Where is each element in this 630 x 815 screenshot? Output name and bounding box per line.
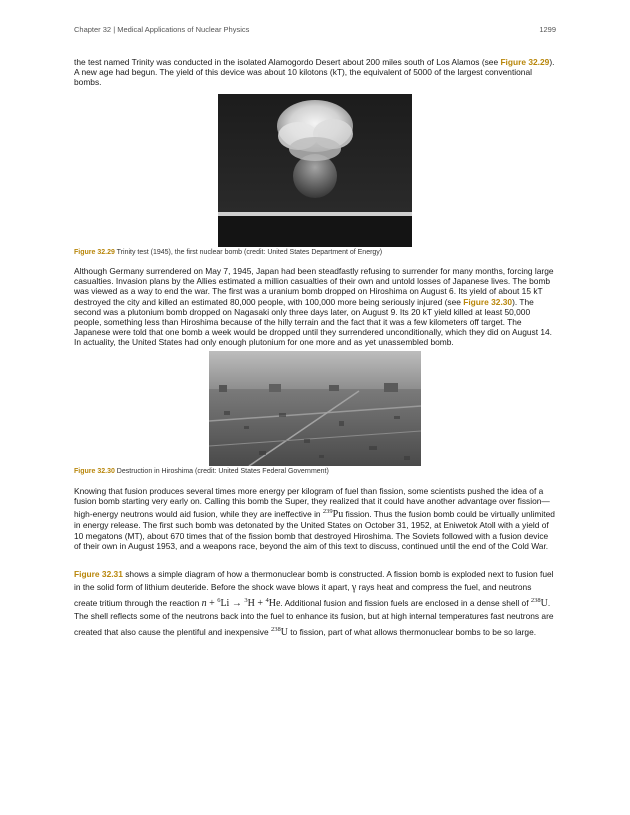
element-symbol: U xyxy=(280,627,288,638)
chapter-title: Chapter 32 | Medical Applications of Nuclear Physics xyxy=(74,25,250,34)
mass-number: 4 xyxy=(265,597,269,604)
trinity-test-photo xyxy=(218,94,412,247)
paragraph-text: ). The second was a plutonium bomb dropped on Nagasaki only three days later, on August 9. Its 20 kT yield killed at least 50,000 people, something less than Hiroshima because of the hilly terrain and the fact that it was a few kilometers off target. The Japanese were told that one bomb a week would be dropped until they surrendered unconditionally, which they did on August 14. In actuality, the United States had only enough plutonium for one more and as yet unassembled bomb. xyxy=(74,296,552,348)
hiroshima-destruction-photo xyxy=(209,351,421,466)
paragraph-text: Although Germany surrendered on May 7, 1945, Japan had been steadfastly refusing to surrender for many months, forcing large casualties. Invasion plans by the Allies estimated a million casualties of their own and untold losses of Japanese lives. The bomb was viewed as a way to end the war. The first was a uranium bomb dropped on Hiroshima on August 6. Its yield of about 15 kT destroyed the city and killed an estimated 80,000 people, with 100,000 more being seriously injured (see xyxy=(74,266,554,307)
u-238-symbol xyxy=(531,598,548,609)
gamma-symbol: γ xyxy=(351,582,357,593)
mass-number: 238 xyxy=(270,626,281,633)
figure-link-32-31[interactable]: Figure 32.31 xyxy=(74,569,123,579)
mass-number: 3 xyxy=(244,597,248,604)
paragraph-text: . Additional fusion and fission fuels are enclosed in a dense shell of xyxy=(280,598,531,608)
neutron-symbol: n xyxy=(201,598,207,609)
figure-caption-32-30 xyxy=(74,468,556,475)
paragraph-text: . The shell reflects some of the neutrons back into the fuel to enhance its fusion, but at high internal temperatures fast neutrons are created that also cause the plentiful and inexpensive xyxy=(74,598,554,637)
element-symbol: He xyxy=(268,598,281,609)
figure-label: Figure 32.29 xyxy=(74,249,115,256)
paragraph-text: rays heat and compress the fuel, and neutrons create tritium through the reaction xyxy=(74,582,532,608)
element-symbol: U xyxy=(540,598,548,609)
mass-number: 238 xyxy=(530,597,541,604)
u-238-symbol xyxy=(271,627,288,638)
paragraph-intro xyxy=(74,57,556,88)
figure-link-32-30[interactable]: Figure 32.30 xyxy=(463,296,513,307)
figure-label: Figure 32.30 xyxy=(74,468,115,475)
caption-text: Destruction in Hiroshima (credit: United States Federal Government) xyxy=(114,468,329,475)
element-symbol: H xyxy=(247,598,255,609)
paragraph-thermonuclear xyxy=(74,568,556,639)
element-symbol: Li xyxy=(220,598,230,609)
figure-caption-32-29 xyxy=(74,249,556,256)
paragraph-text: fission. Thus the fusion bomb could be virtually unlimited in energy release. The first such bomb was detonated by the United States on October 31, 1952, at Eniwetok Atoll with a yield of 10 megatons (MT), about 670 times that of the fission bomb that destroyed Hiroshima. The Soviets followed with a fusion device of their own in August 1953, and a weapons race, beyond the aim of this text to discuss, continued until the end of the Cold War. xyxy=(74,508,555,552)
caption-text: Trinity test (1945), the first nuclear bomb (credit: United States Department of Energy) xyxy=(114,249,383,256)
pu-239-symbol xyxy=(323,509,343,520)
paragraph-war xyxy=(74,266,556,348)
paragraph-text: to fission, part of what allows thermonuclear bombs to be so large. xyxy=(287,627,537,637)
paragraph-text: ). A new age had begun. The yield of this device was about 10 kilotons (kT), the equivalent of 5000 of the largest conventional bombs. xyxy=(74,57,555,88)
element-symbol: Pu xyxy=(332,508,344,520)
page-number: 1299 xyxy=(539,25,556,34)
arrow-symbol: → xyxy=(229,598,245,609)
paragraph-text: shows a simple diagram of how a thermonuclear bomb is constructed. A fission bomb is exploded next to fusion fuel in the solid form of lithium deuteride. Before the shock wave blows it apart, xyxy=(74,569,554,592)
mass-number: 6 xyxy=(217,597,221,604)
paragraph-text: the test named Trinity was conducted in the isolated Alamogordo Desert about 200 miles south of Los Alamos (see xyxy=(74,57,501,67)
paragraph-text: Knowing that fusion produces several times more energy per kilogram of fuel than fission, some scientists pushed the idea of a fusion bomb starting very early on. Calling this bomb the Super, they realized that it could have another advantage over fission—high-energy neutrons would aid fusion, while they are ineffective in xyxy=(74,486,550,519)
plus-sign: + xyxy=(254,598,266,609)
reaction-equation xyxy=(202,598,281,609)
mass-number: 239 xyxy=(322,507,333,515)
figure-link-32-29[interactable]: Figure 32.29 xyxy=(500,57,550,67)
paragraph-fusion-bomb xyxy=(74,486,556,551)
plus-sign: + xyxy=(206,598,218,609)
